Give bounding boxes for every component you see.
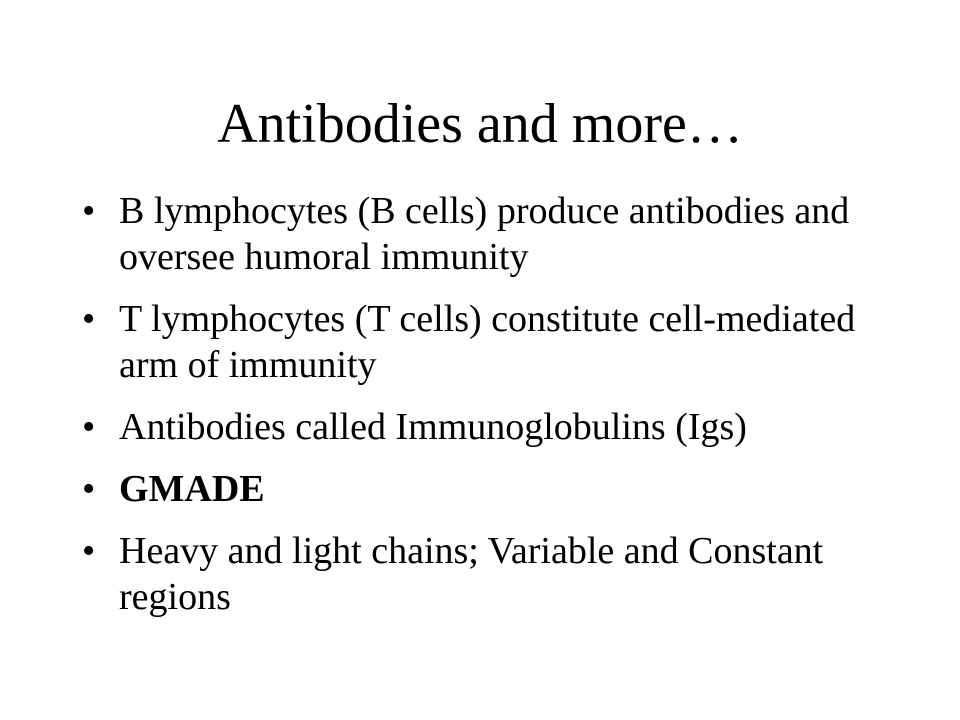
bullet-list [82, 188, 882, 636]
slide-title: Antibodies and more… [217, 93, 743, 155]
bullet-item-gmade [82, 466, 882, 512]
bullet-item-chains-regions [82, 528, 882, 620]
bullet-icon: • [82, 406, 96, 448]
bullet-item-antibodies [82, 404, 882, 450]
bullet-item-t-lymphocytes [82, 296, 882, 388]
bullet-icon: • [82, 298, 96, 340]
bullet-icon: • [82, 530, 96, 572]
bullet-text: GMADE [119, 468, 265, 510]
bullet-text: Heavy and light chains; Variable and Constant regions [119, 530, 824, 618]
bullet-text: Antibodies called Immunoglobulins (Igs) [119, 406, 747, 448]
bullet-icon: • [82, 190, 96, 232]
bullet-text: B lymphocytes (B cells) produce antibodies and oversee humoral immunity [119, 190, 850, 278]
bullet-text: T lymphocytes (T cells) constitute cell-mediated arm of immunity [119, 298, 856, 386]
bullet-icon: • [82, 468, 96, 510]
bullet-item-b-lymphocytes [82, 188, 882, 280]
